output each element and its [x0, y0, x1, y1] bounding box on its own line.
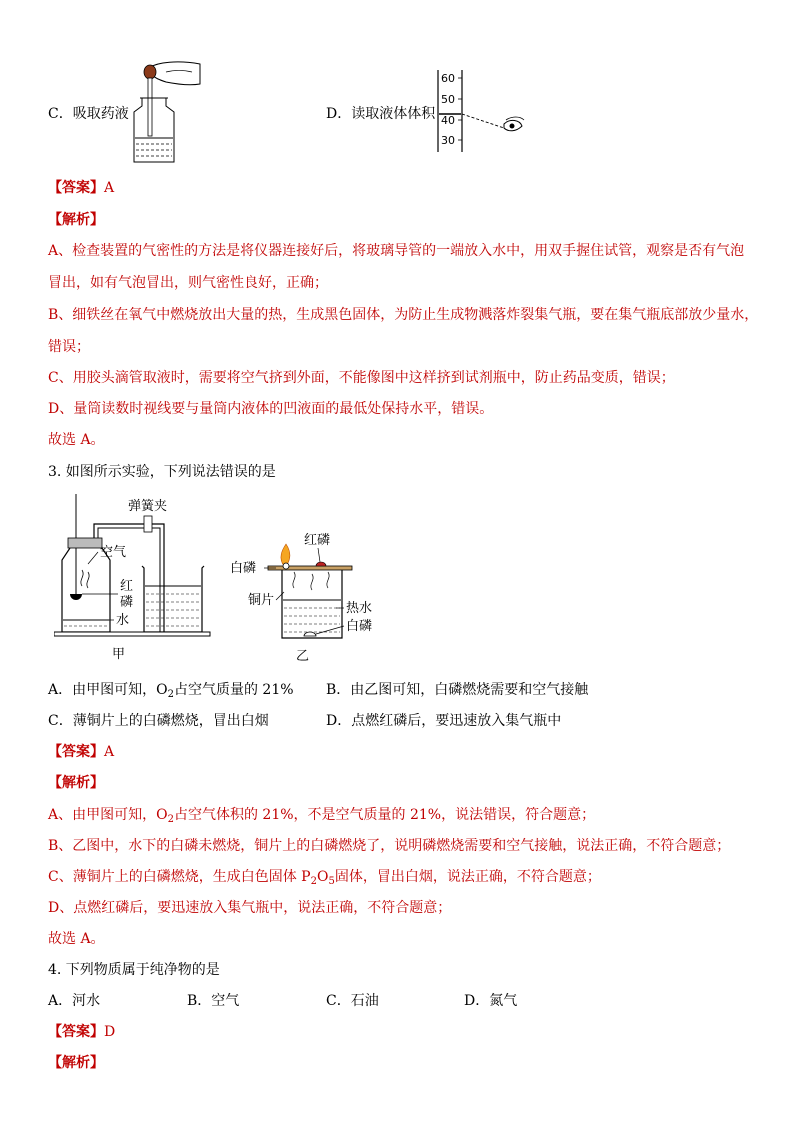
q3-analysis-tag: 【解析】: [48, 775, 104, 791]
graduated-cylinder-figure: [432, 68, 532, 154]
q4-analysis-tag: 【解析】: [48, 1055, 104, 1071]
figure-yi: [228, 526, 388, 666]
q3-option-d: D．点燃红磷后，要迅速放入集气瓶中: [326, 713, 562, 729]
q3-analysis-c-sub1: 2: [310, 876, 317, 887]
q3-stem: 3. 如图所示实验，下列说法错误的是: [48, 464, 276, 480]
q4-option-b: B．空气: [187, 993, 240, 1009]
red-p-label-2: 磷: [120, 595, 134, 610]
q3-answer-value: A: [104, 744, 115, 760]
q3-option-c: C．薄铜片上的白磷燃烧，冒出白烟: [48, 713, 269, 729]
q2-analysis-line-6: D、量筒读数时视线要与量筒内液体的凹液面的最低处保持水平，错误。: [48, 401, 494, 417]
q2-option-d: D．读取液体体积: [326, 106, 436, 122]
q3-option-a: [48, 680, 294, 705]
q3-analysis-c-post: 固体，冒出白烟，说法正确，不符合题意；: [334, 869, 601, 885]
q4-answer: [48, 1022, 115, 1042]
clip-label: 弹簧夹: [128, 499, 168, 514]
q2-analysis-line-2: 冒出，如有气泡冒出，则气密性良好，正确；: [48, 275, 328, 291]
q2-analysis-line-4: 错误；: [48, 339, 90, 355]
q3-analysis-end: 故选 A。: [48, 931, 105, 947]
q2-option-c: C．吸取药液: [48, 106, 129, 122]
red-p-top-label: 红磷: [304, 533, 331, 548]
white-p-top-label: 白磷: [230, 561, 257, 576]
q4-answer-value: D: [104, 1024, 116, 1040]
copper-label: 铜片: [248, 593, 275, 608]
q3-option-a-sub: 2: [167, 689, 174, 700]
fig-yi-caption: 乙: [296, 649, 310, 664]
q3-analysis-b: B、乙图中，水下的白磷未燃烧，铜片上的白磷燃烧了，说明磷燃烧需要和空气接触，说法正确，不符合题意；: [48, 838, 731, 854]
q2-analysis-tag: 【解析】: [48, 212, 104, 228]
dropper-figure: [128, 58, 208, 166]
red-p-label-1: 红: [120, 579, 134, 594]
q2-answer: [48, 178, 114, 198]
q4-option-c: C．石油: [326, 993, 379, 1009]
cylinder-tick-30: 30: [441, 134, 455, 147]
q3-answer-tag: 【答案】: [48, 744, 104, 760]
q3-analysis-a-post: 占空气体积的 21%，不是空气质量的 21%，说法错误，符合题意；: [173, 807, 596, 823]
cylinder-tick-60: 60: [441, 72, 455, 85]
q4-stem: 4. 下列物质属于纯净物的是: [48, 962, 220, 978]
q3-analysis-a: [48, 805, 595, 830]
q4-option-a: A．河水: [48, 993, 101, 1009]
q3-option-a-pre: A．由甲图可知，O: [48, 682, 168, 698]
cylinder-tick-50: 50: [441, 93, 455, 106]
q3-option-b: B．由乙图可知，白磷燃烧需要和空气接触: [326, 682, 589, 698]
q3-analysis-c: [48, 867, 601, 892]
q2-analysis-line-5: C、用胶头滴管取液时，需要将空气挤到外面，不能像图中这样挤到试剂瓶中，防止药品变质，错误；: [48, 370, 675, 386]
fig-jia-caption: 甲: [112, 647, 126, 662]
air-label: 空气: [100, 545, 127, 560]
white-p-bottom-label: 白磷: [346, 619, 373, 634]
q2-answer-tag: 【答案】: [48, 180, 104, 196]
hot-water-label: 热水: [346, 601, 373, 616]
q3-analysis-c-sub2: 5: [328, 876, 335, 887]
water-label: 水: [116, 613, 130, 628]
q3-analysis-c-mid: O: [316, 869, 329, 885]
q3-analysis-d: D、点燃红磷后，要迅速放入集气瓶中，说法正确，不符合题意；: [48, 900, 452, 916]
figure-jia: [54, 494, 214, 662]
q3-analysis-c-pre: C、薄铜片上的白磷燃烧，生成白色固体 P: [48, 869, 311, 885]
q2-analysis-line-3: B、细铁丝在氧气中燃烧放出大量的热，生成黑色固体，为防止生成物溅落炸裂集气瓶，要在集气瓶底部放少量水，: [48, 307, 759, 323]
q4-answer-tag: 【答案】: [48, 1024, 104, 1040]
cylinder-tick-40: 40: [441, 114, 455, 127]
q2-analysis-line-1: A、检查装置的气密性的方法是将仪器连接好后，将玻璃导管的一端放入水中，用双手握住试管，观察是否有气泡: [48, 243, 745, 259]
q3-analysis-a-sub: 2: [167, 814, 174, 825]
q3-answer: [48, 742, 114, 762]
q4-option-d: D．氮气: [464, 993, 518, 1009]
q3-analysis-a-pre: A、由甲图可知，O: [48, 807, 168, 823]
q3-option-a-post: 占空气质量的 21%: [173, 682, 294, 698]
q2-analysis-line-7: 故选 A。: [48, 432, 105, 448]
q2-answer-value: A: [104, 180, 115, 196]
